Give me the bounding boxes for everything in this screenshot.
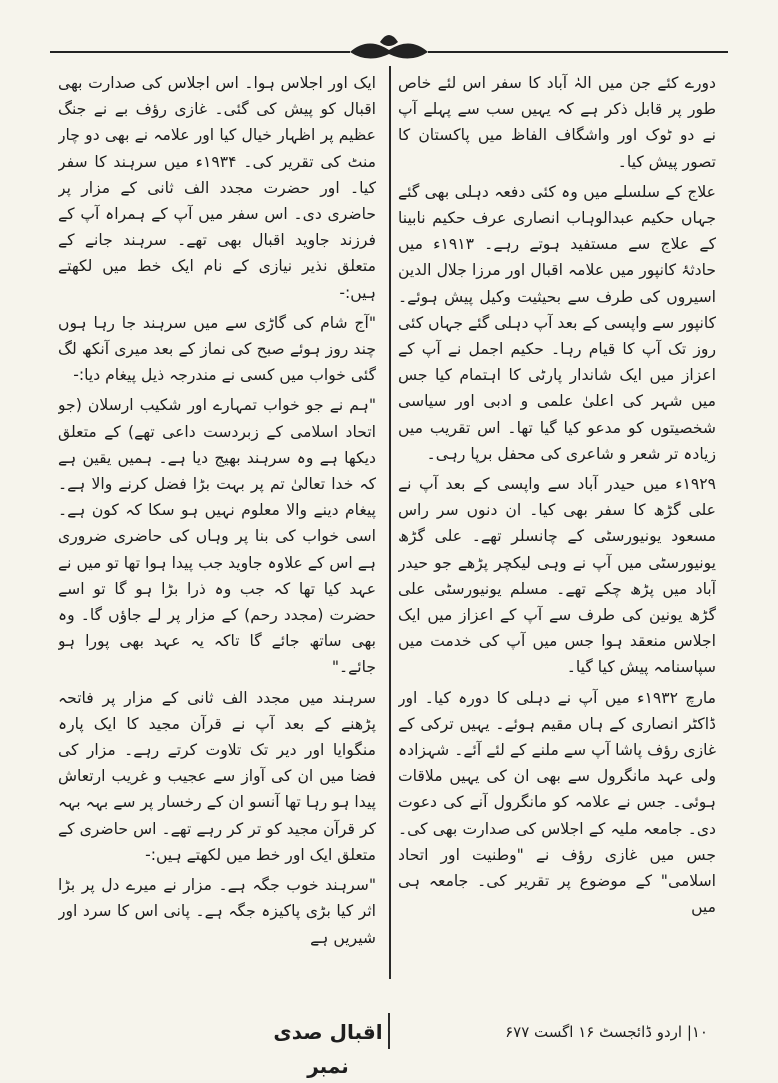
column-divider (389, 66, 391, 979)
quote-paragraph: "سرہند خوب جگہ ہے۔ مزار نے میرے دل پر بڑا اثر کیا بڑی پاکیزہ جگہ ہے۔ پانی اس کا سرد اور شیریں ہے (58, 876, 376, 947)
quote-paragraph: "ہم نے جو خواب تمہارے اور شکیب ارسلان (جو اتحاد اسلامی کے زبردست داعی تھے) کے متعلق دیکھا ہے وہ سرہند بھیج دیا ہے۔ ہمیں یقین ہے کہ خدا تعالیٰ تم پر بہت بڑا فضل کرنے والا ہے۔ پیغام دینے والا معلوم نہیں ہو سکا کہ کون ہے۔ اسی خواب کی بنا پر وہاں کی حاضری ضروری ہے اس کے علاوہ جاوید جب پیدا ہوا تھا تو میں نے عہد کیا تھا کہ جب وہ ذرا بڑا ہو گا تو اسے حضرت (مجدد رحم) کے مزار پر لے جاؤں گا۔ وہ بھی ساتھ جائے گا تاکہ یہ عہد بھی پورا ہو جائے۔" (58, 396, 376, 677)
paragraph: سرہند میں مجدد الف ثانی کے مزار پر فاتحہ پڑھنے کے بعد آپ نے قرآن مجید کا ایک پارہ منگوایا اور دیر تک تلاوت کرتے رہے۔ مزار کی فضا میں ان کی آواز سے عجیب و غریب ارتعاش پیدا ہو رہا تھا آنسو ان کے رخسار پر سے بہہ بہہ کر قرآن مجید کو تر کر رہے تھے۔ اس حاضری کے متعلق ایک اور خط میں لکھتے ہیں:- (58, 688, 376, 864)
magazine-mark: اقبال صدی نمبر (273, 1020, 383, 1078)
paragraph: علاج کے سلسلے میں وہ کئی دفعہ دہلی بھی گئے جہاں حکیم عبدالوہاب انصاری عرف حکیم نابینا کے علاج سے مستفید ہوتے رہے۔ ۱۹۱۳ء میں حادثۂ کانپور میں علامہ اقبال اور مرزا جلال الدین اسیروں کی طرف سے بحیثیت وکیل پیش ہوئے۔ کانپور سے واپسی کے بعد آپ دہلی گئے جہاں کئی روز تک آپ کا قیام رہا۔ حکیم اجمل نے آپ کے اعزاز میں ایک شاندار پارٹی کا اہتمام کیا جس میں شہر کی اعلیٰ علمی و ادبی اور سیاسی شخصیتوں کو مدعو کیا گیا تھا۔ اس تقریب میں زیادہ تر شعر و شاعری کی محفل برپا رہی۔ (398, 182, 716, 463)
quote-paragraph: "آج شام کی گاڑی سے میں سرہند جا رہا ہوں چند روز ہوئے صبح کی نماز کے بعد میری آنکھ لگ گئی خواب میں کسی نے مندرجہ ذیل پیغام دیا:- (58, 313, 376, 385)
paragraph: ایک اور اجلاس ہوا۔ اس اجلاس کی صدارت بھی اقبال کو پیش کی گئی۔ غازی رؤف بے نے جنگ عظیم پر اظہار خیال کیا اور علامہ نے بھی دو چار منٹ کی تقریر کی۔ ۱۹۳۴ء میں سرہند کا سفر کیا۔ اور حضرت مجدد الف ثانی کے مزار پر حاضری دی۔ اس سفر میں آپ کے ہمراہ آپ کے فرزند جاوید اقبال بھی تھے۔ سرہند جانے کے متعلق نذیر نیازی کے نام ایک خط میں لکھتے ہیں:- (58, 74, 376, 302)
paragraph: دورے کئے جن میں الہٰ آباد کا سفر اس لئے خاص طور پر قابل ذکر ہے کہ یہیں سب سے پہلے آپ نے دو ٹوک اور واشگاف الفاظ میں پاکستان کا تصور پیش کیا۔ (398, 74, 716, 171)
right-text-column (398, 70, 716, 970)
paragraph: مارچ ۱۹۳۲ء میں آپ نے دہلی کا دورہ کیا۔ اور ڈاکٹر انصاری کے ہاں مقیم ہوئے۔ یہیں ترکی کے غازی رؤف پاشا آپ سے ملنے کے لئے آئے۔ شہزادہ ولی عہد مانگرول سے بھی ان کی یہیں ملاقات ہوئی۔ جس نے علامہ کو مانگرول آنے کی دعوت دی۔ جامعہ ملیہ کے اجلاس کی صدارت بھی کی۔ جس میں غازی رؤف نے "وطنیت اور اتحاد اسلامی" کے موضوع پر تقریر کی۔ جامعہ ہی میں (398, 688, 716, 917)
footer-divider (388, 1013, 390, 1049)
page-reference: ۱۰| اردو ڈائجسٹ ۱۶ اگست ۶۷۷ (505, 1023, 708, 1041)
left-text-column (58, 70, 376, 970)
paragraph: ۱۹۲۹ء میں حیدر آباد سے واپسی کے بعد آپ نے علی گڑھ کا سفر بھی کیا۔ ان دنوں سر راس مسعود یونیورسٹی کے چانسلر تھے۔ علی گڑھ یونیورسٹی میں آپ نے وہی لیکچر پڑھے جو حیدر آباد میں پڑھ چکے تھے۔ مسلم یونیورسٹی علی گڑھ یونین کی طرف سے آپ کے اعزاز میں ایک اجلاس منعقد ہوا جس میں آپ کی خدمت میں سپاسنامہ پیش کیا گیا۔ (398, 475, 716, 677)
header-ornament-icon (50, 28, 728, 68)
